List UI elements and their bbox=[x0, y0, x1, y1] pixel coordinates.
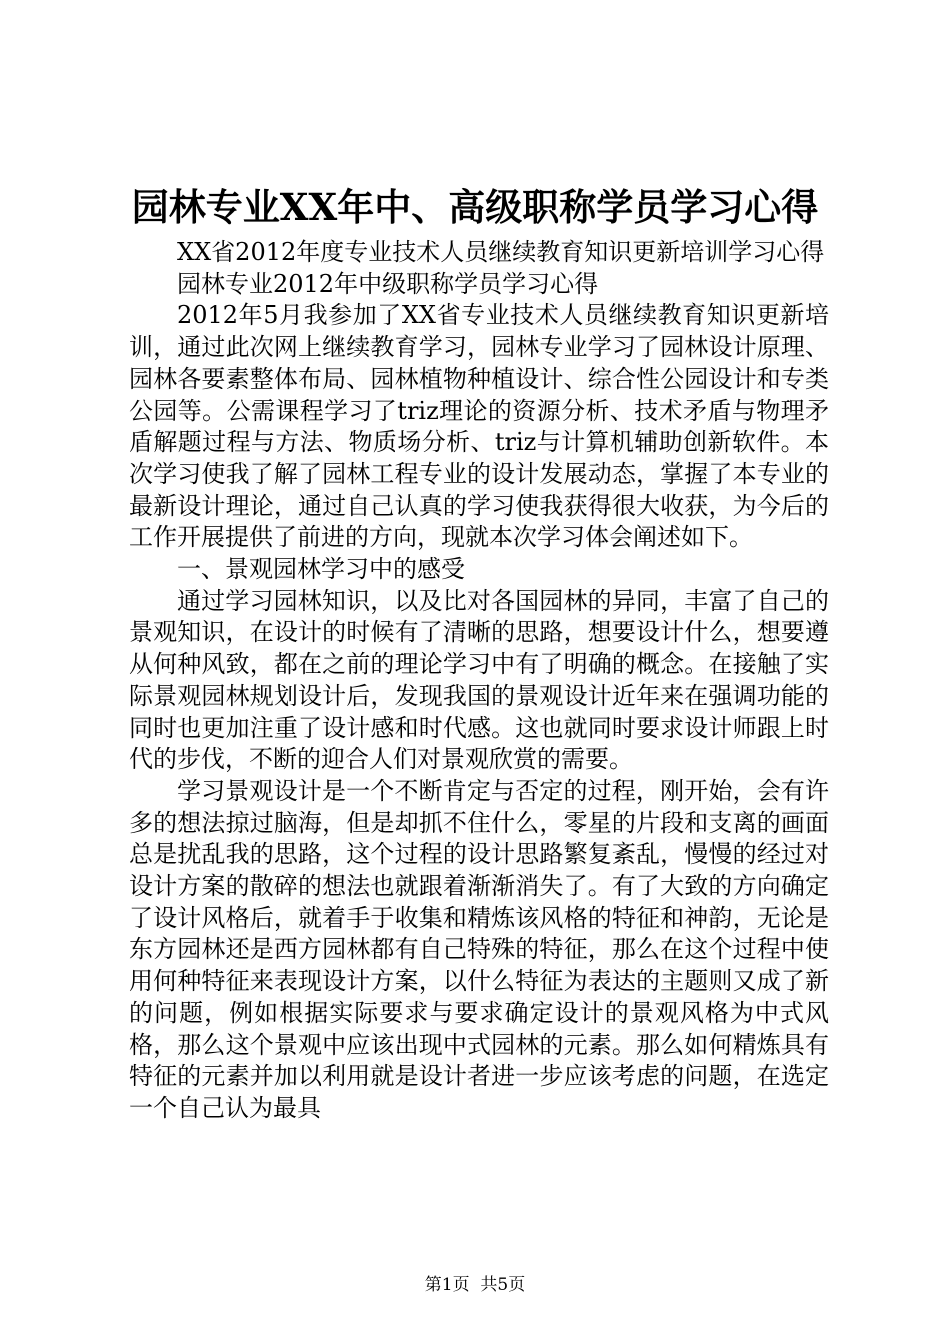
paragraph: 通过学习园林知识，以及比对各国园林的异同，丰富了自己的景观知识，在设计的时候有了清晰的思路，想要设计什么，想要遵从何种风致，都在之前的理论学习中有了明确的概念。在接触了实际景观园林规划设计后，发现我国的景观设计近年来在强调功能的同时也更加注重了设计感和时代感。这也就同时要求设计师跟上时代的步伐，不断的迎合人们对景观欣赏的需要。 bbox=[129, 586, 829, 774]
paragraph: 2012年5月我参加了XX省专业技术人员继续教育知识更新培训，通过此次网上继续教育学习，园林专业学习了园林设计原理、园林各要素整体布局、园林植物种植设计、综合性公园设计和专类公园等。公需课程学习了triz理论的资源分析、技术矛盾与物理矛盾解题过程与方法、物质场分析、triz与计算机辅助创新软件。本次学习使我了解了园林工程专业的设计发展动态，掌握了本专业的最新设计理论，通过自己认真的学习使我获得很大收获，为今后的工作开展提供了前进的方向，现就本次学习体会阐述如下。 bbox=[129, 301, 829, 552]
section-heading: 一、景观园林学习中的感受 bbox=[177, 555, 465, 584]
page-number: 第1页 bbox=[424, 1275, 470, 1295]
paragraph: 园林专业2012年中级职称学员学习心得 bbox=[177, 269, 599, 298]
page-total: 共5页 bbox=[480, 1275, 526, 1295]
paragraph: XX省2012年度专业技术人员继续教育知识更新培训学习心得 bbox=[177, 238, 825, 266]
paragraph: 学习景观设计是一个不断肯定与否定的过程，刚开始，会有许多的想法掠过脑海，但是却抓不住什么，零星的片段和支离的画面总是扰乱我的思路，这个过程的设计思路繁复紊乱，慢慢的经过对设计方案的散碎的想法也就跟着渐渐消失了。有了大致的方向确定了设计风格后，就着手于收集和精炼该风格的特征和神韵，无论是东方园林还是西方园林都有自己特殊的特征，那么在这个过程中使用何种特征来表现设计方案，以什么特征为表达的主题则又成了新的问题，例如根据实际要求与要求确定设计的景观风格为中式风格，那么这个景观中应该出现中式园林的元素。那么如何精炼具有特征的元素并加以利用就是设计者进一步应该考虑的问题，在选定一个自己认为最具 bbox=[129, 776, 829, 1122]
document-body bbox=[129, 237, 829, 1125]
document-title: 园林专业XX年中、高级职称学员学习心得 bbox=[131, 185, 819, 229]
page-footer bbox=[0, 1275, 950, 1295]
